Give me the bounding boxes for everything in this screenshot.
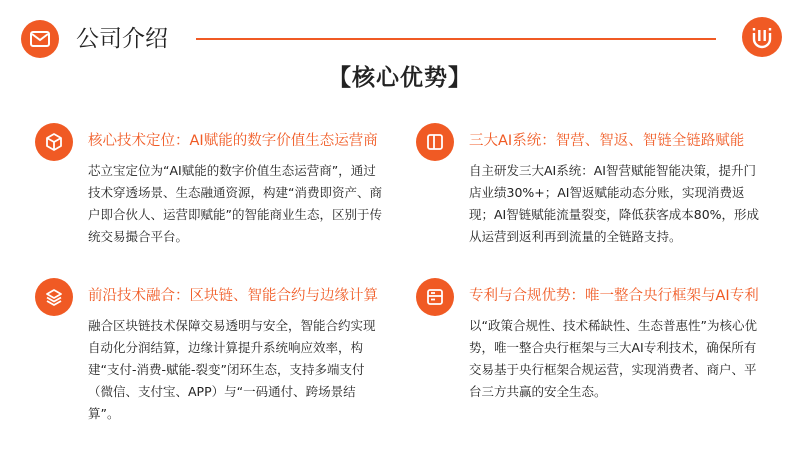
card-title: 三大AI系统：智营、智返、智链全链路赋能 bbox=[469, 133, 745, 149]
header-icon-circle bbox=[21, 20, 59, 58]
brand-logo bbox=[742, 17, 782, 57]
brand-logo-icon bbox=[750, 25, 774, 49]
header-divider bbox=[196, 38, 716, 40]
section-heading: 【核心优势】 bbox=[328, 65, 472, 91]
document-icon bbox=[416, 278, 454, 316]
card-body: 融合区块链技术保障交易透明与安全，智能合约实现自动化分润结算，边缘计算提升系统响应效率，构建“支付-消费-赋能-裂变”闭环生态，支持多端支付（微信、支付宝、APP）与“一码通付、跨场景结算”。 bbox=[88, 318, 376, 421]
book-icon bbox=[416, 123, 454, 161]
card-body: 自主研发三大AI系统：AI智营赋能智能决策，提升门店业绩30%+；AI智返赋能动态分账，实现消费返现；AI智链赋能流量裂变，降低获客成本80%，形成从运营到返利再到流量的全链路支持。 bbox=[469, 163, 760, 244]
cube-icon bbox=[35, 123, 73, 161]
card-title: 专利与合规优势：唯一整合央行框架与AI专利 bbox=[469, 288, 759, 304]
card-title: 核心技术定位：AI赋能的数字价值生态运营商 bbox=[88, 133, 378, 149]
page-title: 公司介绍 bbox=[76, 26, 168, 52]
card-body: 以“政策合规性、技术稀缺性、生态普惠性”为核心优势，唯一整合央行框架与三大AI专利技术，确保所有交易基于央行框架合规运营，实现消费者、商户、平台三方共赢的安全生态。 bbox=[469, 318, 757, 399]
mail-icon bbox=[30, 31, 50, 47]
card-body: 芯立宝定位为“AI赋能的数字价值生态运营商”，通过技术穿透场景、生态融通资源，构建“消费即资产、商户即合伙人、运营即赋能”的智能商业生态，区别于传统交易撮合平台。 bbox=[88, 163, 382, 244]
layers-icon bbox=[35, 278, 73, 316]
card-title: 前沿技术融合：区块链、智能合约与边缘计算 bbox=[88, 288, 378, 304]
